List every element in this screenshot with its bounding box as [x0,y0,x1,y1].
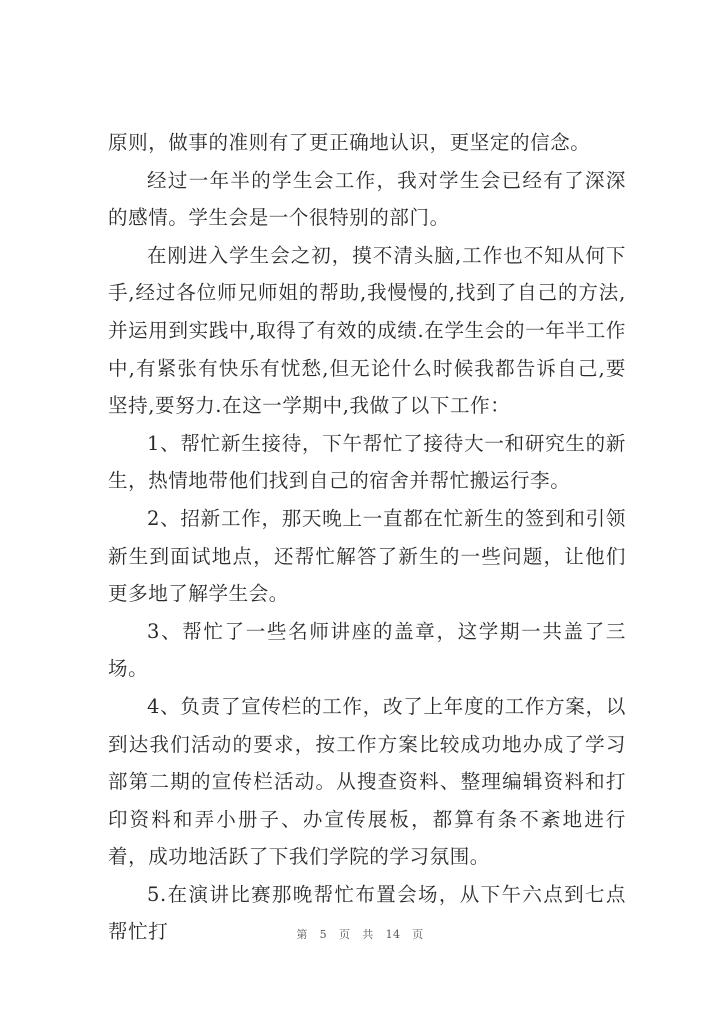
paragraph-8: 5.在演讲比赛那晚帮忙布置会场，从下午六点到七点帮忙打 [108,882,626,944]
page-footer [0,926,720,942]
footer-label-total-unit: 页 [412,928,424,941]
paragraph-4: 1、帮忙新生接待，下午帮忙了接待大一和研究生的新生，热情地带他们找到自己的宿舍并帮忙搬运行李。 [108,431,626,493]
footer-label-page-unit: 页 [338,928,351,941]
paragraph-2: 经过一年半的学生会工作，我对学生会已经有了深深的感情。学生会是一个很特别的部门。 [108,168,626,230]
paragraph-3: 在刚进入学生会之初，摸不清头脑,工作也不知从何下手,经过各位师兄师姐的帮助,我慢慢的,找到了自己的方法,并运用到实践中,取得了有效的成绩.在学生会的一年半工作中,有紧张有快乐有忧愁,但无论什么时候我都告诉自己,要坚持,要努力.在这一学期中,我做了以下工作： [108,243,626,418]
footer-label-page: 第 [296,928,308,941]
footer-current-page: 5 [319,928,328,941]
footer-total-pages: 14 [385,928,401,941]
paragraph-6: 3、帮忙了一些名师讲座的盖章，这学期一共盖了三场。 [108,619,626,681]
paragraph-7: 4、负责了宣传栏的工作，改了上年度的工作方案，以到达我们活动的要求，按工作方案比较成功地办成了学习部第二期的宣传栏活动。从搜查资料、整理编辑资料和打印资料和弄小册子、办宣传展板，都算有条不紊地进行着，成功地活跃了下我们学院的学习氛围。 [108,694,626,869]
paragraph-5: 2、招新工作，那天晚上一直都在忙新生的签到和引领新生到面试地点，还帮忙解答了新生的一些问题，让他们更多地了解学生会。 [108,506,626,606]
paragraph-1: 原则，做事的准则有了更正确地认识，更坚定的信念。 [108,131,591,154]
document-body [108,124,626,951]
footer-label-total: 共 [362,928,374,941]
